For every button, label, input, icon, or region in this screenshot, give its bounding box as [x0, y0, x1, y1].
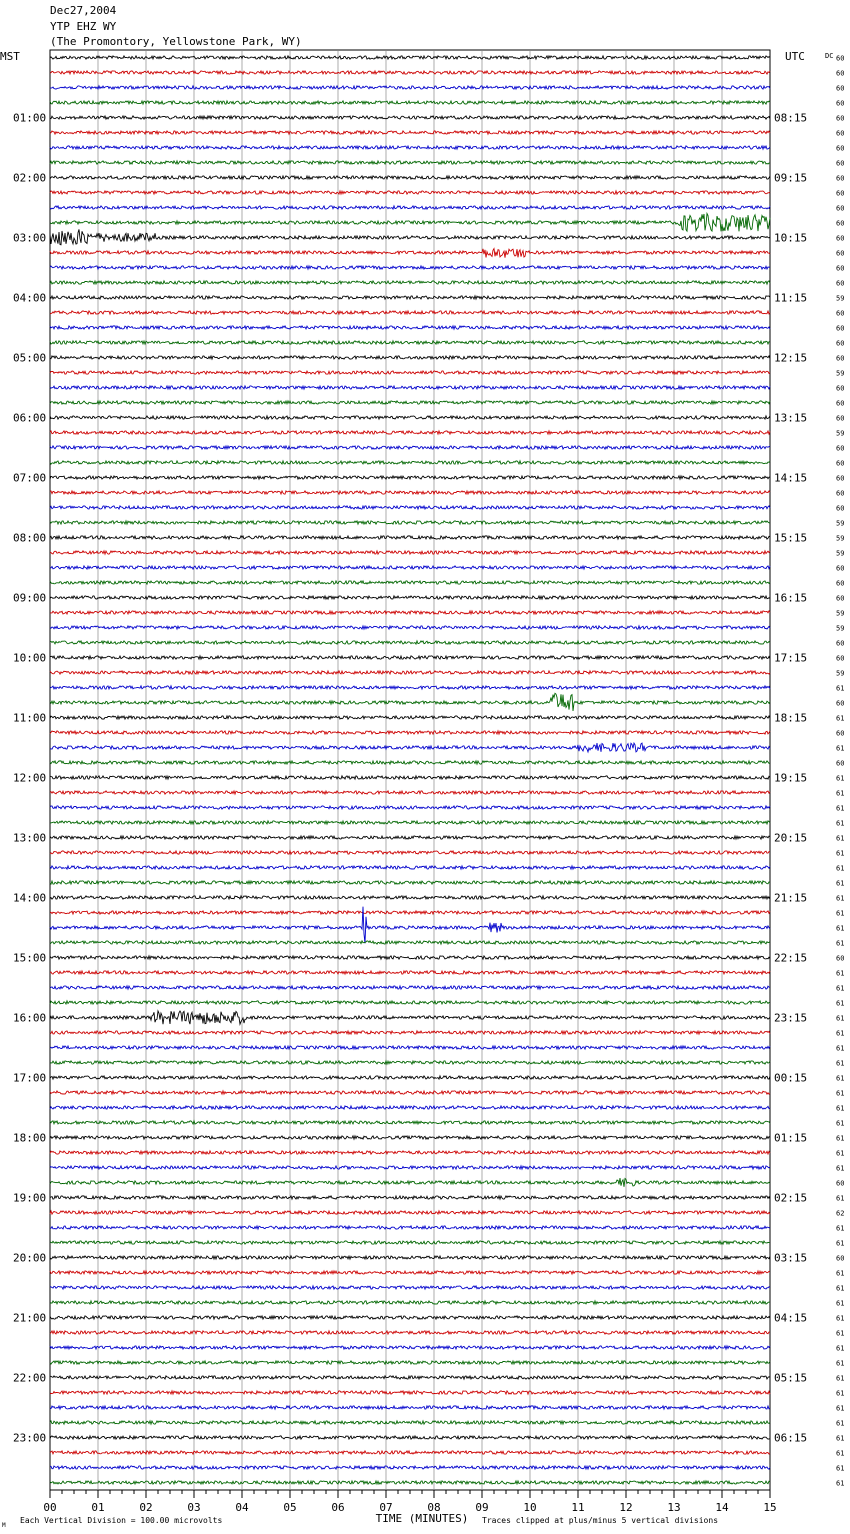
trace-line: [50, 716, 770, 719]
trace-line: [50, 731, 770, 734]
trace-line: [50, 611, 770, 614]
dc-offset-label: 62: [836, 1209, 845, 1218]
right-hour-label: 08:15: [774, 111, 808, 125]
right-hour-label: 10:15: [774, 231, 808, 245]
x-tick-label: 14: [715, 1501, 729, 1514]
left-hour-label: 17:00: [13, 1071, 47, 1085]
dc-offset-label: 61: [836, 1329, 845, 1338]
left-hour-label: 08:00: [13, 531, 47, 545]
dc-offset-label: 61: [836, 939, 845, 948]
trace-line: [50, 1091, 770, 1094]
trace-line: [50, 296, 770, 299]
dc-offset-label: 61: [836, 834, 845, 843]
dc-offset-label: 61: [836, 1149, 845, 1158]
trace-line: [50, 401, 770, 404]
timezone-right-label: UTC: [785, 50, 805, 63]
dc-offset-label: 60: [836, 459, 845, 468]
x-tick-label: 00: [43, 1501, 57, 1514]
dc-offset-label: 61: [836, 1389, 845, 1398]
trace-line: [50, 671, 770, 674]
dc-offset-label: 60: [836, 264, 845, 273]
dc-offset-label: 60: [836, 69, 845, 78]
dc-offset-label: 60: [836, 729, 845, 738]
left-hour-label: 06:00: [13, 411, 47, 425]
dc-offset-label: 59: [836, 294, 845, 303]
trace-line: [50, 1226, 770, 1229]
trace-line: [50, 1061, 770, 1064]
right-hour-label: 18:15: [774, 711, 808, 725]
left-hour-label: 22:00: [13, 1371, 47, 1385]
trace-line: [50, 506, 770, 509]
trace-line: [50, 476, 770, 479]
x-tick-label: 13: [667, 1501, 681, 1514]
left-hour-label: 07:00: [13, 471, 47, 485]
left-hour-label: 10:00: [13, 651, 47, 665]
dc-offset-label: 61: [836, 744, 845, 753]
trace-line: [50, 1211, 770, 1214]
x-tick-label: 03: [187, 1501, 201, 1514]
x-tick-label: 02: [139, 1501, 153, 1514]
right-hour-label: 04:15: [774, 1311, 808, 1325]
dc-offset-label: 61: [836, 1449, 845, 1458]
left-hour-label: 20:00: [13, 1251, 47, 1265]
dc-offset-label: 60: [836, 759, 845, 768]
dc-offset-label: 60: [836, 309, 845, 318]
trace-line: [50, 356, 770, 359]
trace-line: [50, 1196, 770, 1199]
trace-line: [50, 776, 770, 779]
dc-offset-label: 61: [836, 849, 845, 858]
footer-scale-note: Each Vertical Division = 100.00 microvolts: [20, 1516, 223, 1525]
trace-line: [50, 1286, 770, 1289]
right-hour-label: 21:15: [774, 891, 808, 905]
dc-offset-label: 61: [836, 1029, 845, 1038]
dc-offset-label: 61: [836, 1404, 845, 1413]
trace-line: [50, 581, 770, 584]
dc-offset-label: 61: [836, 804, 845, 813]
right-time-labels: [774, 112, 807, 1445]
left-hour-label: 21:00: [13, 1311, 47, 1325]
trace-line: [50, 1376, 770, 1379]
dc-offset-label: 60: [836, 489, 845, 498]
right-hour-label: 00:15: [774, 1071, 808, 1085]
left-hour-label: 23:00: [13, 1431, 47, 1445]
dc-offset-label: 61: [836, 1284, 845, 1293]
left-hour-label: 04:00: [13, 291, 47, 305]
trace-line: [50, 641, 770, 644]
trace-line: [50, 249, 770, 258]
x-tick-label: 12: [619, 1501, 633, 1514]
left-hour-label: 15:00: [13, 951, 47, 965]
dc-offset-label: 61: [836, 714, 845, 723]
dc-offset-label: 59: [836, 429, 845, 438]
x-tick-label: 06: [331, 1501, 345, 1514]
x-axis-title: TIME (MINUTES): [375, 1512, 469, 1525]
dc-offset-label: 60: [836, 639, 845, 648]
dc-offset-label: 61: [836, 1464, 845, 1473]
trace-line: [50, 626, 770, 629]
dc-offset-label: 60: [836, 234, 845, 243]
trace-line: [50, 956, 770, 959]
trace-line: [50, 596, 770, 599]
dc-offset-label: 61: [836, 684, 845, 693]
dc-offset-label: 60: [836, 219, 845, 228]
right-hour-label: 15:15: [774, 531, 808, 545]
trace-line: [50, 491, 770, 494]
dc-offset-label: 61: [836, 1374, 845, 1383]
trace-line: [50, 821, 770, 824]
right-hour-label: 20:15: [774, 831, 808, 845]
right-hour-label: 05:15: [774, 1371, 808, 1385]
right-hour-label: 13:15: [774, 411, 808, 425]
trace-line: [50, 1166, 770, 1169]
dc-offset-label: 59: [836, 519, 845, 528]
dc-offset-label: 60: [836, 279, 845, 288]
trace-line: [50, 866, 770, 869]
x-tick-label: 04: [235, 1501, 249, 1514]
dc-offset-label: 60: [836, 84, 845, 93]
dc-offset-label: 61: [836, 1104, 845, 1113]
trace-line: [50, 131, 770, 134]
dc-offset-label: 61: [836, 1059, 845, 1068]
left-hour-label: 11:00: [13, 711, 47, 725]
right-hour-label: 16:15: [774, 591, 808, 605]
dc-offset-label: 60: [836, 174, 845, 183]
dc-offset-label: 60: [836, 114, 845, 123]
dc-header-label: DC: [825, 52, 834, 60]
dc-offset-label: 61: [836, 999, 845, 1008]
dc-offset-label: 61: [836, 1044, 845, 1053]
dc-offset-label: 61: [836, 1299, 845, 1308]
right-hour-label: 19:15: [774, 771, 808, 785]
dc-offset-label: 60: [836, 654, 845, 663]
timezone-left-label: MST: [0, 50, 20, 63]
dc-offset-label: 60: [836, 474, 845, 483]
dc-offset-label: 60: [836, 144, 845, 153]
dc-offset-label: 61: [836, 774, 845, 783]
trace-line: [50, 551, 770, 554]
right-hour-label: 11:15: [774, 291, 808, 305]
trace-line: [50, 971, 770, 974]
trace-line: [50, 836, 770, 839]
left-time-labels: [13, 112, 46, 1445]
dc-offset-label: 59: [836, 534, 845, 543]
dc-offset-label: 60: [836, 324, 845, 333]
trace-line: [50, 1481, 770, 1484]
left-hour-label: 14:00: [13, 891, 47, 905]
dc-offset-labels: [836, 55, 844, 1488]
dc-offset-label: 61: [836, 879, 845, 888]
right-hour-label: 23:15: [774, 1011, 808, 1025]
trace-line: [50, 693, 770, 711]
dc-offset-label: 61: [836, 1239, 845, 1248]
dc-offset-label: 60: [836, 594, 845, 603]
dc-offset-label: 60: [836, 339, 845, 348]
left-hour-label: 12:00: [13, 771, 47, 785]
trace-line: [50, 161, 770, 164]
dc-offset-label: 59: [836, 369, 845, 378]
left-hour-label: 18:00: [13, 1131, 47, 1145]
trace-line: [50, 1346, 770, 1349]
trace-line: [50, 371, 770, 374]
dc-offset-label: 61: [836, 1089, 845, 1098]
trace-line: [50, 1151, 770, 1154]
date-label: Dec27,2004: [50, 4, 117, 17]
trace-line: [50, 1316, 770, 1319]
station-label: YTP EHZ WY: [50, 20, 117, 33]
trace-line: [50, 896, 770, 899]
dc-offset-label: 61: [836, 789, 845, 798]
dc-offset-label: 59: [836, 609, 845, 618]
dc-offset-label: 61: [836, 1269, 845, 1278]
trace-line: [50, 1076, 770, 1079]
dc-offset-label: 61: [836, 924, 845, 933]
trace-line: [50, 461, 770, 464]
trace-line: [50, 881, 770, 884]
dc-offset-label: 61: [836, 894, 845, 903]
trace-line: [50, 1031, 770, 1034]
footer-clip-note: Traces clipped at plus/minus 5 vertical divisions: [482, 1516, 719, 1525]
trace-line: [50, 1178, 770, 1187]
trace-line: [50, 941, 770, 944]
dc-offset-label: 61: [836, 1074, 845, 1083]
dc-offset-label: 61: [836, 1419, 845, 1428]
trace-line: [50, 1121, 770, 1124]
right-hour-label: 12:15: [774, 351, 808, 365]
dc-offset-label: 60: [836, 564, 845, 573]
trace-line: [50, 536, 770, 539]
right-hour-label: 02:15: [774, 1191, 808, 1205]
dc-offset-label: 61: [836, 1434, 845, 1443]
left-hour-label: 02:00: [13, 171, 47, 185]
dc-offset-label: 60: [836, 399, 845, 408]
trace-line: [50, 1451, 770, 1454]
trace-line: [50, 56, 770, 59]
x-tick-label: 09: [475, 1501, 489, 1514]
dc-offset-label: 59: [836, 624, 845, 633]
right-hour-label: 01:15: [774, 1131, 808, 1145]
dc-offset-label: 61: [836, 1194, 845, 1203]
right-hour-label: 17:15: [774, 651, 808, 665]
corner-mark: M: [2, 1522, 6, 1529]
trace-line: [50, 1046, 770, 1049]
left-hour-label: 03:00: [13, 231, 47, 245]
trace-line: [50, 1136, 770, 1139]
dc-offset-label: 60: [836, 1254, 845, 1263]
x-tick-label: 01: [91, 1501, 105, 1514]
trace-line: [50, 806, 770, 809]
dc-offset-label: 61: [836, 1314, 845, 1323]
dc-offset-label: 59: [836, 549, 845, 558]
trace-line: [50, 1256, 770, 1259]
trace-line: [50, 1331, 770, 1334]
trace-line: [50, 101, 770, 104]
dc-offset-label: 60: [836, 444, 845, 453]
trace-line: [50, 311, 770, 314]
trace-line: [50, 686, 770, 689]
trace-line: [50, 431, 770, 434]
left-hour-label: 05:00: [13, 351, 47, 365]
dc-offset-label: 60: [836, 54, 845, 63]
trace-line: [50, 521, 770, 524]
left-hour-label: 19:00: [13, 1191, 47, 1205]
trace-line: [50, 851, 770, 854]
dc-offset-label: 60: [836, 99, 845, 108]
trace-line: [50, 386, 770, 389]
dc-offset-label: 61: [836, 984, 845, 993]
trace-line: [50, 116, 770, 119]
dc-offset-label: 61: [836, 1134, 845, 1143]
trace-line: [50, 1011, 770, 1024]
dc-offset-label: 61: [836, 819, 845, 828]
dc-offset-label: 61: [836, 1479, 845, 1488]
x-tick-label: 08: [427, 1501, 441, 1514]
dc-offset-label: 60: [836, 159, 845, 168]
dc-offset-label: 60: [836, 1179, 845, 1188]
trace-line: [50, 71, 770, 74]
trace-line: [50, 1241, 770, 1244]
dc-offset-label: 60: [836, 954, 845, 963]
trace-line: [50, 791, 770, 794]
seismic-traces: [50, 56, 770, 1484]
dc-offset-label: 61: [836, 969, 845, 978]
x-tick-label: 10: [523, 1501, 537, 1514]
dc-offset-label: 60: [836, 384, 845, 393]
x-tick-label: 15: [763, 1501, 777, 1514]
dc-offset-label: 60: [836, 249, 845, 258]
trace-line: [50, 566, 770, 569]
trace-line: [50, 326, 770, 329]
x-axis: [43, 1490, 776, 1514]
trace-line: [50, 229, 770, 244]
trace-line: [50, 1106, 770, 1109]
dc-offset-label: 61: [836, 1224, 845, 1233]
trace-line: [50, 176, 770, 179]
trace-line: [50, 1361, 770, 1364]
x-tick-label: 11: [571, 1501, 585, 1514]
trace-line: [50, 416, 770, 419]
dc-offset-label: 60: [836, 204, 845, 213]
trace-line: [50, 911, 770, 914]
dc-offset-label: 61: [836, 1164, 845, 1173]
trace-line: [50, 743, 770, 752]
trace-line: [50, 1436, 770, 1439]
dc-offset-label: 60: [836, 579, 845, 588]
left-hour-label: 09:00: [13, 591, 47, 605]
dc-offset-label: 60: [836, 129, 845, 138]
left-hour-label: 01:00: [13, 111, 47, 125]
dc-offset-label: 60: [836, 414, 845, 423]
right-hour-label: 22:15: [774, 951, 808, 965]
trace-line: [50, 1391, 770, 1394]
trace-line: [50, 1406, 770, 1409]
trace-line: [50, 656, 770, 659]
trace-line: [50, 1001, 770, 1004]
dc-offset-label: 60: [836, 354, 845, 363]
dc-offset-label: 60: [836, 699, 845, 708]
dc-offset-label: 61: [836, 1359, 845, 1368]
trace-line: [50, 446, 770, 449]
x-tick-label: 07: [379, 1501, 393, 1514]
trace-line: [50, 761, 770, 764]
dc-offset-label: 60: [836, 504, 845, 513]
trace-line: [50, 146, 770, 149]
dc-offset-label: 60: [836, 189, 845, 198]
trace-line: [50, 1301, 770, 1304]
dc-offset-label: 61: [836, 909, 845, 918]
right-hour-label: 03:15: [774, 1251, 808, 1265]
dc-offset-label: 61: [836, 1014, 845, 1023]
trace-line: [50, 266, 770, 269]
right-hour-label: 09:15: [774, 171, 808, 185]
trace-line: [50, 281, 770, 284]
trace-line: [50, 191, 770, 194]
trace-line: [50, 1271, 770, 1274]
right-hour-label: 06:15: [774, 1431, 808, 1445]
right-hour-label: 14:15: [774, 471, 808, 485]
trace-line: [50, 986, 770, 989]
trace-line: [50, 1466, 770, 1469]
location-label: (The Promontory, Yellowstone Park, WY): [50, 35, 302, 48]
trace-line: [50, 214, 770, 232]
dc-offset-label: 59: [836, 669, 845, 678]
trace-line: [50, 1421, 770, 1424]
trace-line: [50, 206, 770, 209]
dc-offset-label: 61: [836, 1119, 845, 1128]
trace-line: [50, 341, 770, 344]
dc-offset-label: 61: [836, 864, 845, 873]
trace-line: [50, 86, 770, 89]
left-hour-label: 13:00: [13, 831, 47, 845]
dc-offset-label: 61: [836, 1344, 845, 1353]
left-hour-label: 16:00: [13, 1011, 47, 1025]
x-tick-label: 05: [283, 1501, 297, 1514]
